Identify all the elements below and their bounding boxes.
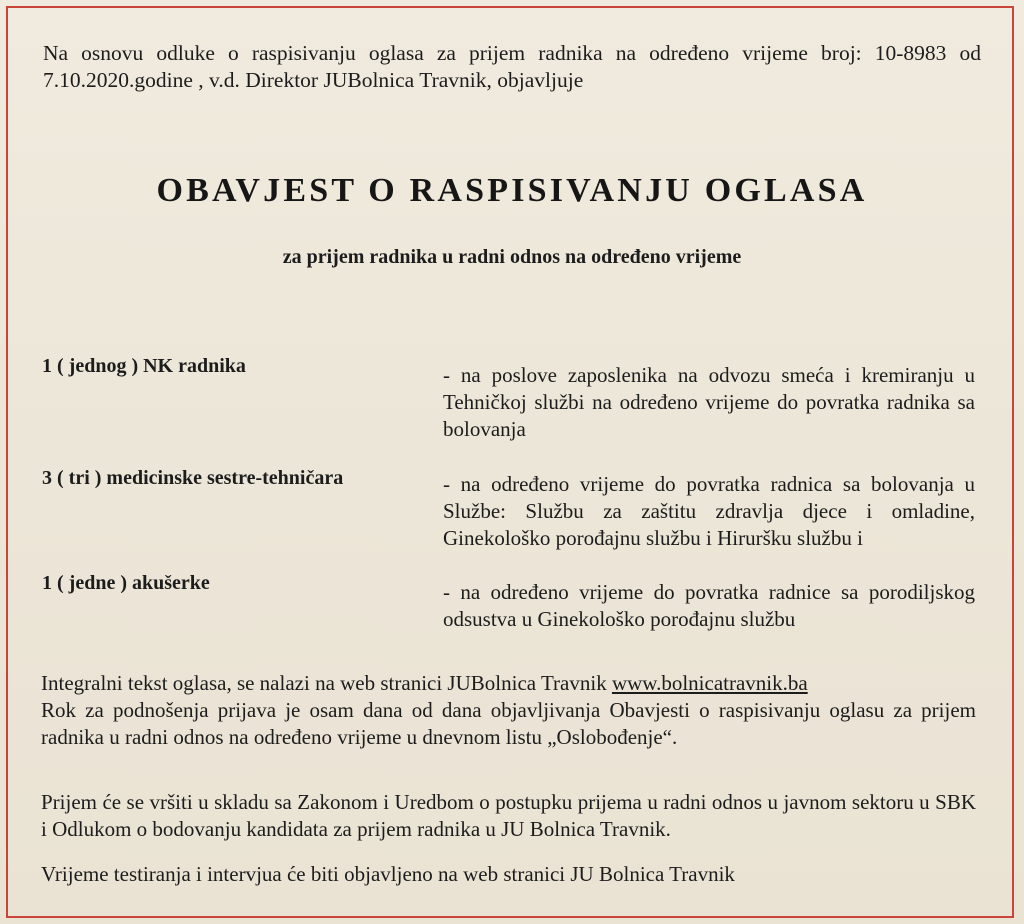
position-label-nk-radnik: 1 ( jednog ) NK radnika [42,355,246,377]
intro-paragraph: Na osnovu odluke o raspisivanju oglasa za prijem radnika na određeno vrijeme broj: 10-8983 od 7.10.2020.godine , v.d. Direktor JUBolnica Travnik, objavljuje [43,41,981,92]
position-label-akuserke: 1 ( jedne ) akušerke [42,572,210,594]
position-label-medicinske-sestre: 3 ( tri ) medicinske sestre-tehničara [42,467,344,489]
position-description-akuserke: - na određeno vrijeme do povratka radnice sa porodiljskog odsustva u Ginekološko porođajnu službu [443,580,975,631]
notice-subtitle: za prijem radnika u radni odnos na određeno vrijeme [282,246,742,268]
position-description-nk-radnik: - na poslove zaposlenika na odvozu smeća i kremiranju u Tehničkoj službi na određeno vrijeme do povratka radnika sa bolovanja [443,363,975,441]
notice-border-frame [6,6,1014,918]
notice-title: OBAVJEST O RASPISIVANJU OGLASA [156,172,868,209]
integral-text-paragraph [41,670,976,697]
position-description-medicinske-sestre: - na određeno vrijeme do povratka radnica sa bolovanja u Službe: Službu za zaštitu zdravlja djece i omladine, Ginekološko porođajnu službu i Hiruršku službu i [443,472,975,550]
testing-paragraph: Vrijeme testiranja i intervjua će biti objavljeno na web stranici JU Bolnica Travnik [41,862,735,886]
procedure-paragraph: Prijem će se vršiti u skladu sa Zakonom i Uredbom o postupku prijema u radni odnos u javnom sektoru u SBK i Odlukom o bodovanju kandidata za prijem radnika u JU Bolnica Travnik. [41,790,976,841]
deadline-paragraph: Rok za podnošenja prijava je osam dana od dana objavljivanja Obavjesti o raspisivanju oglasu za prijem radnika u radni odnos na određeno vrijeme u dnevnom listu „Oslobođenje“. [41,698,976,749]
website-link[interactable]: www.bolnicatravnik.ba [611,671,808,695]
integral-text: Integralni tekst oglasa, se nalazi na web stranici JUBolnica Travnik [41,671,607,695]
